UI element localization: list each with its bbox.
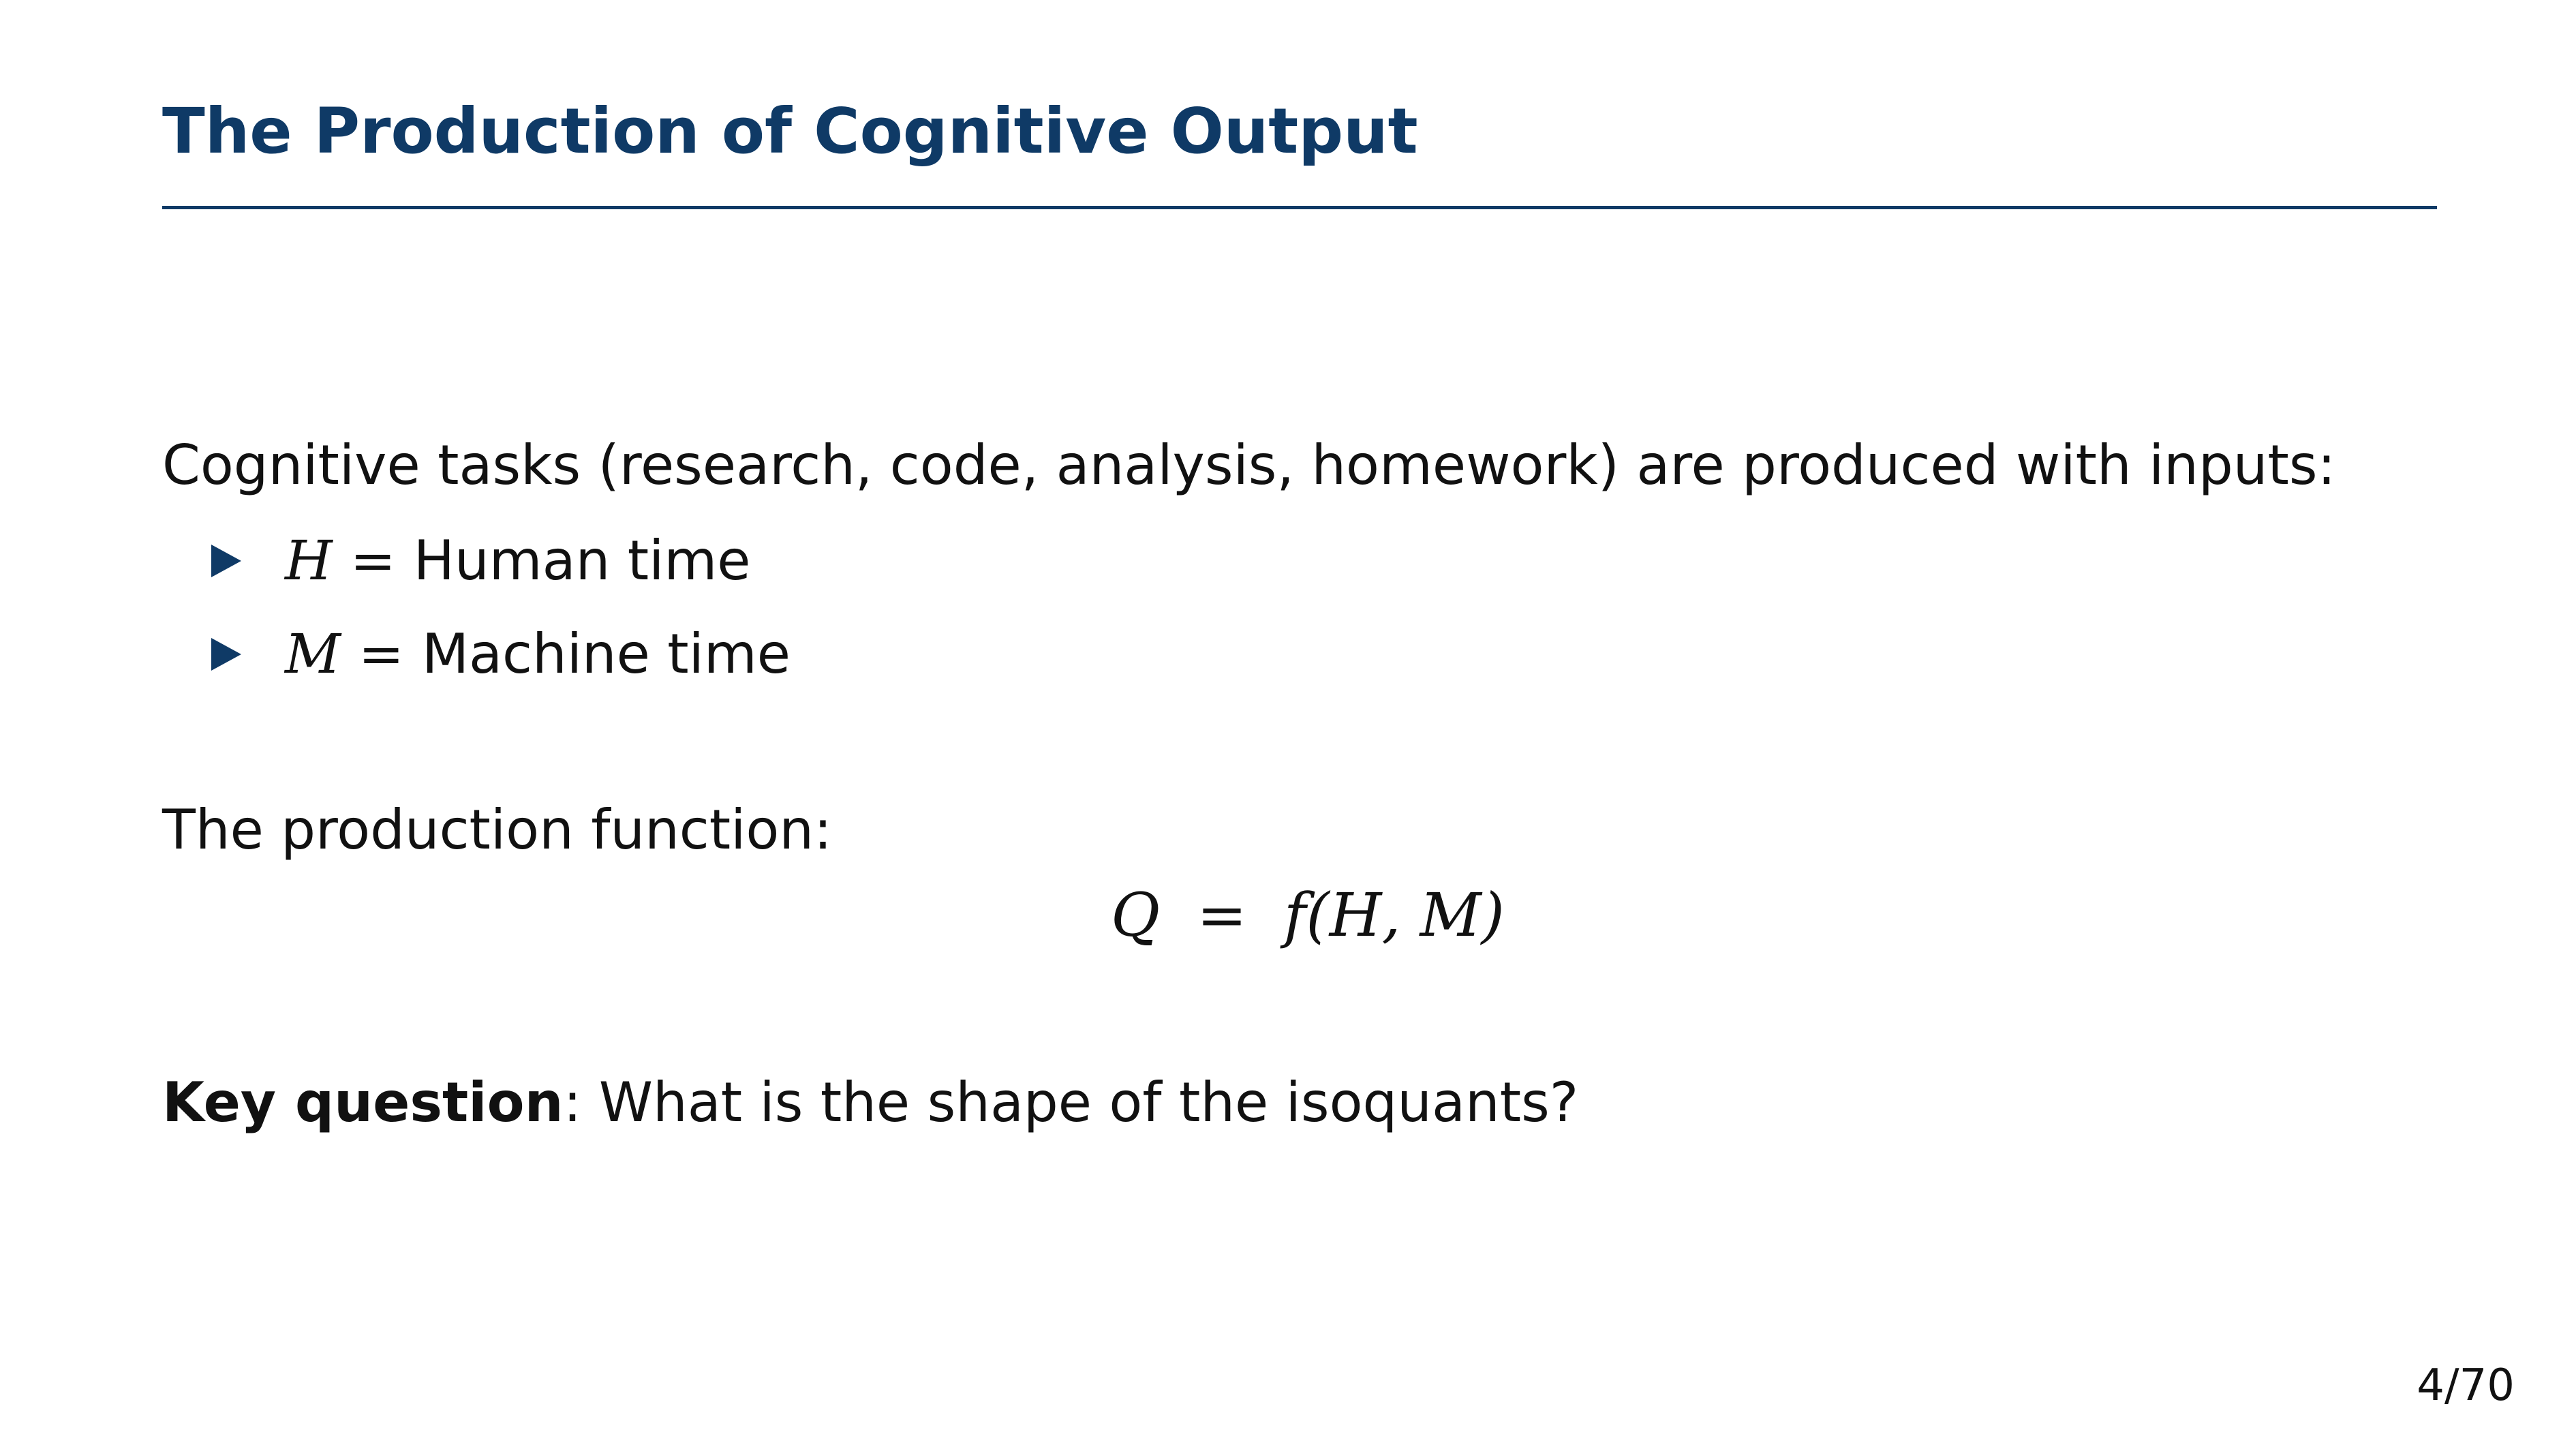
key-question-separator: : (563, 1071, 582, 1134)
title-divider (162, 206, 2437, 209)
equation-lhs: Q (1111, 880, 1161, 950)
production-function-label: The production function: (162, 798, 832, 861)
equation-equals: = (1197, 880, 1247, 950)
triangle-bullet-icon (211, 638, 241, 671)
equation-rhs: f(H, M) (1283, 880, 1505, 950)
slide-title: The Production of Cognitive Output (162, 95, 1418, 168)
key-question (162, 1070, 1578, 1135)
bullet-item-machine-time (211, 622, 791, 687)
bullet-symbol: H (285, 529, 333, 592)
bullet-item-human-time (211, 528, 750, 594)
production-equation (1111, 879, 1505, 951)
page-number: 4/70 (2417, 1360, 2515, 1411)
bullet-text: Human time (413, 529, 751, 592)
key-question-label: Key question (162, 1071, 564, 1134)
bullet-equals: = (350, 529, 396, 592)
bullet-equals: = (358, 622, 404, 686)
key-question-text: What is the shape of the isoquants? (581, 1071, 1579, 1134)
triangle-bullet-icon (211, 545, 241, 577)
bullet-text: Machine time (421, 622, 791, 686)
bullet-symbol: M (285, 622, 341, 686)
intro-text: Cognitive tasks (research, code, analysis, homework) are produced with inputs: (162, 433, 2336, 497)
